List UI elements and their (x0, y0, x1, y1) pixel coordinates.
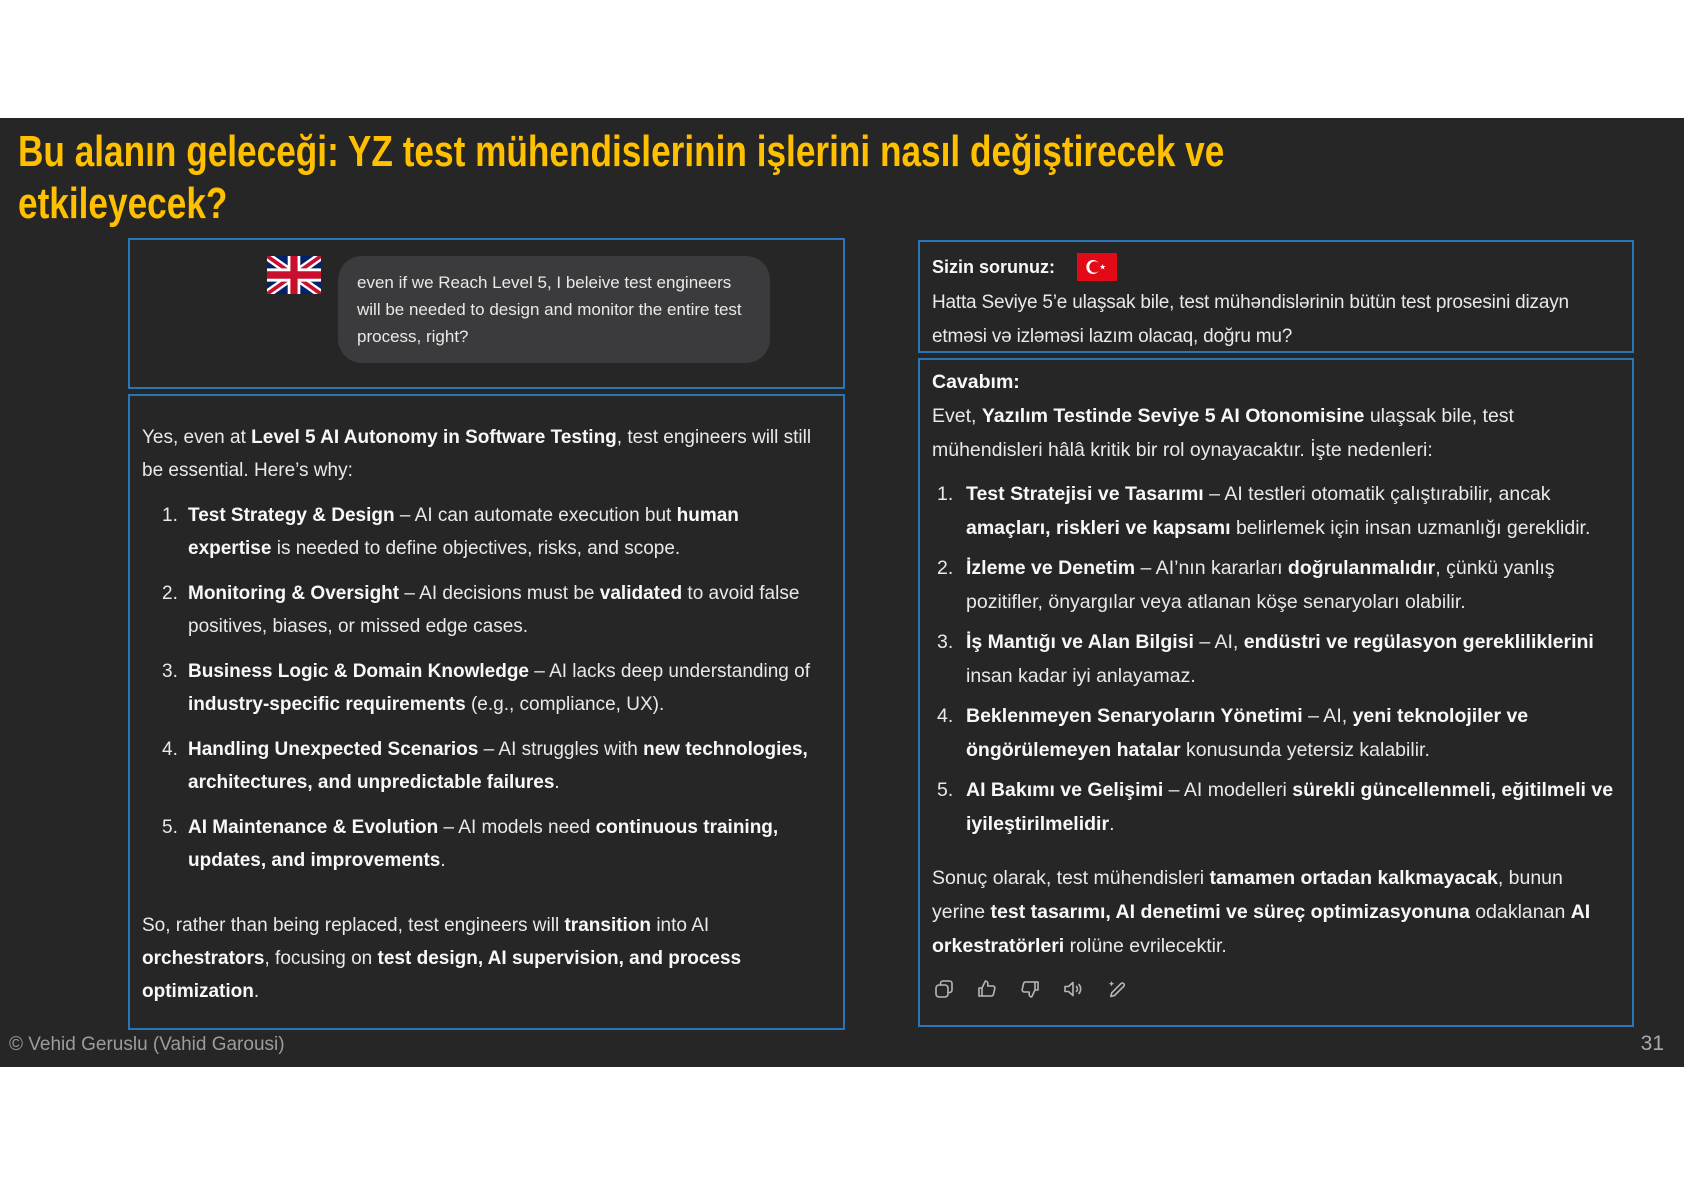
copy-icon[interactable] (932, 977, 956, 1001)
english-question-panel (128, 238, 845, 389)
uk-flag-icon (267, 256, 321, 294)
answer-outro: So, rather than being replaced, test engineers will transition into AI orchestrators, focusing on test design, AI supervision, and process optimization. (142, 915, 742, 1002)
list-item (932, 699, 1618, 767)
list-item-text: Business Logic & Domain Knowledge – AI lacks deep understanding of industry-specific requirements (e.g., compliance, UX). (188, 661, 810, 715)
list-item-text: İzleme ve Denetim – AI’nın kararları doğrulanmalıdır, çünkü yanlış pozitifler, önyargılar veya atlanan köşe senaryoları olabilir. (966, 557, 1555, 613)
turkish-answer-panel (918, 358, 1634, 1027)
question-label: Sizin sorunuz: (932, 257, 1055, 277)
list-item-text: Handling Unexpected Scenarios – AI struggles with new technologies, architectures, and unpredictable failures. (188, 739, 808, 793)
page-title (18, 126, 1224, 230)
list-item (932, 625, 1618, 693)
list-number: 5. (162, 817, 178, 838)
list-number: 1. (162, 505, 178, 526)
list-item (142, 499, 825, 565)
answer-label: Cavabım: (932, 371, 1020, 393)
list-number: 3. (937, 631, 954, 653)
list-item-text: İş Mantığı ve Alan Bilgisi – AI, endüstri ve regülasyon gerekliliklerini insan kadar iyi anlayamaz. (966, 631, 1594, 687)
list-item-text: Test Strategy & Design – AI can automate execution but human expertise is needed to define objectives, risks, and scope. (188, 505, 739, 559)
list-item (142, 733, 825, 799)
answer-outro: Sonuç olarak, test mühendisleri tamamen ortadan kalkmayacak, bunun yerine test tasarımı, AI denetimi ve süreç optimizasyonuna odaklanan AI orkestratörleri rolüne evrilecektir. (932, 867, 1591, 957)
list-item (932, 477, 1618, 545)
list-item-text: AI Maintenance & Evolution – AI models need continuous training, updates, and improvements. (188, 817, 779, 871)
title-line-1: Bu alanın geleceği: YZ test mühendislerinin işlerini nasıl değiştirecek ve (18, 127, 1225, 176)
turkish-question-panel (918, 240, 1634, 353)
slide-body (0, 118, 1684, 1067)
answer-intro: Yes, even at Level 5 AI Autonomy in Software Testing, test engineers will still be essential. Here’s why: (142, 427, 812, 481)
list-number: 5. (937, 779, 954, 801)
list-item (932, 551, 1618, 619)
list-number: 4. (937, 705, 954, 727)
read-aloud-icon[interactable] (1061, 977, 1085, 1001)
list-item-text: AI Bakımı ve Gelişimi – AI modelleri sürekli güncellenmeli, eğitilmeli ve iyileştirilmelidir. (966, 779, 1614, 835)
edit-icon[interactable] (1104, 977, 1128, 1001)
list-item (932, 773, 1618, 841)
list-number: 2. (937, 557, 954, 579)
list-number: 3. (162, 661, 178, 682)
message-action-bar (932, 977, 1618, 1001)
list-item-text: Monitoring & Oversight – AI decisions must be validated to avoid false positives, biases, or missed edge cases. (188, 583, 800, 637)
list-item-text: Test Stratejisi ve Tasarımı – AI testleri otomatik çalıştırabilir, ancak amaçları, riskleri ve kapsamı belirlemek için insan uzmanlığı gereklidir. (966, 483, 1591, 539)
list-item-text: Beklenmeyen Senaryoların Yönetimi – AI, yeni teknolojiler ve öngörülemeyen hatalar konusunda yetersiz kalabilir. (966, 705, 1529, 761)
list-item (142, 577, 825, 643)
user-question-bubble: even if we Reach Level 5, I beleive test engineers will be needed to design and monitor the entire test process, right? (338, 256, 770, 363)
list-item (142, 655, 825, 721)
list-number: 2. (162, 583, 178, 604)
english-answer-panel (128, 394, 845, 1030)
question-header (932, 250, 1622, 284)
answer-intro: Evet, Yazılım Testinde Seviye 5 AI Otonomisine ulaşsak bile, test mühendisleri hâlâ kritik bir rol oynayacaktır. İşte nedenleri: (932, 405, 1514, 461)
list-number: 1. (937, 483, 954, 505)
list-number: 4. (162, 739, 178, 760)
copyright-text: © Vehid Geruslu (Vahid Garousi) (9, 1034, 285, 1055)
title-line-2: etkileyecek? (18, 179, 228, 228)
question-text: Hatta Seviye 5’e ulaşsak bile, test mühəndislərinin bütün test prosesini dizayn etməsi və izləməsi lazım olacaq, doğru mu? (932, 292, 1569, 347)
thumbs-down-icon[interactable] (1018, 977, 1042, 1001)
thumbs-up-icon[interactable] (975, 977, 999, 1001)
page-number: 31 (1640, 1032, 1664, 1055)
turkey-flag-icon (1077, 253, 1117, 281)
list-item (142, 811, 825, 877)
